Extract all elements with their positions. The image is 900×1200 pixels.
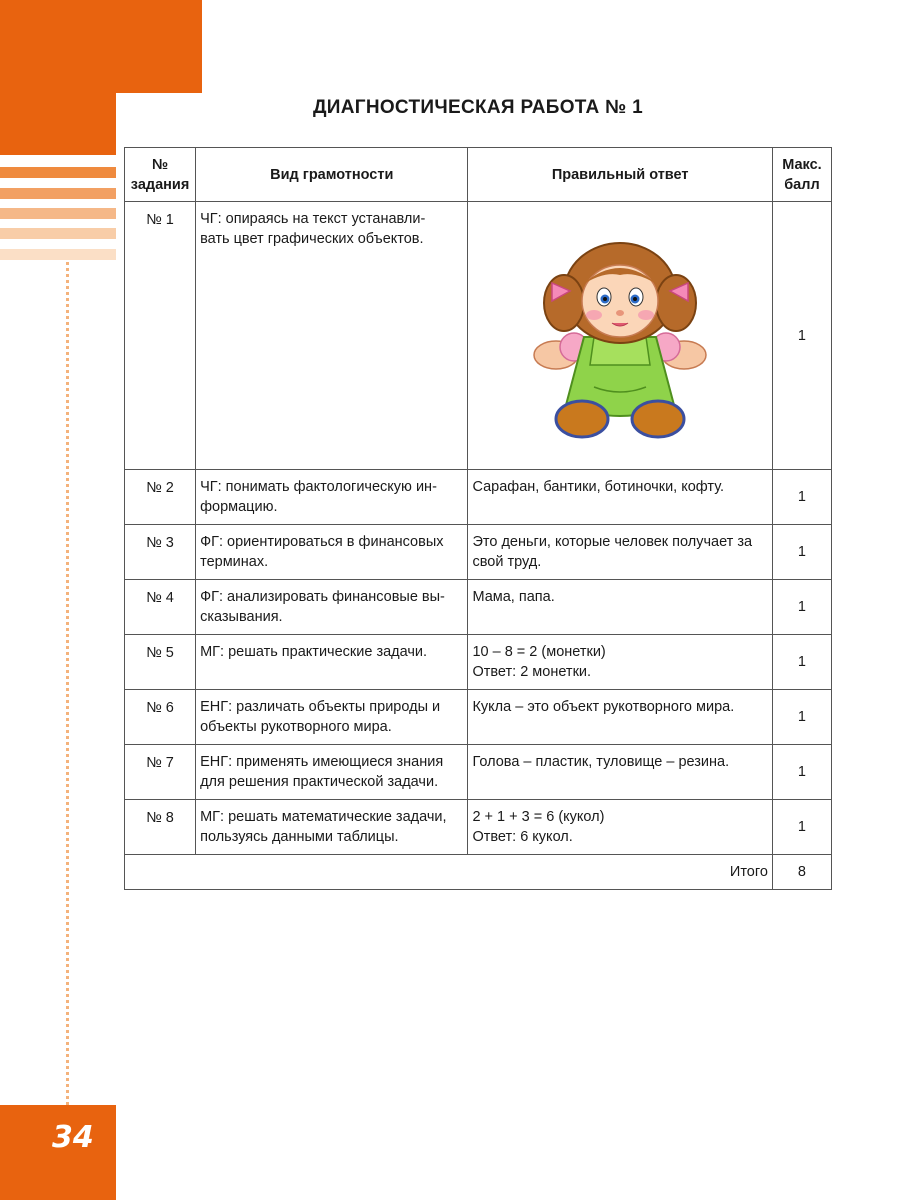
table-row <box>125 690 832 745</box>
literacy-type <box>196 800 468 855</box>
max-score: 1 <box>772 745 831 800</box>
literacy-type-line: вать цвет графических объектов. <box>200 231 424 247</box>
correct-answer-line: Сарафан, бантики, ботиночки, кофту. <box>472 479 725 495</box>
literacy-type <box>196 635 468 690</box>
correct-answer <box>468 635 772 690</box>
literacy-type-line: ЧГ: понимать фактологическую ин- <box>200 479 437 495</box>
header-literacy-type: Вид грамотности <box>196 148 468 202</box>
page-title: ДИАГНОСТИЧЕСКАЯ РАБОТА № 1 <box>312 97 644 118</box>
literacy-type-line: объекты рукотворного мира. <box>200 719 392 735</box>
header-task-number: № задания <box>125 148 196 202</box>
literacy-type-line: МГ: решать математические задачи, <box>200 809 447 825</box>
literacy-type-line: ЧГ: опираясь на текст устанавли- <box>200 211 426 227</box>
doll-illustration <box>524 227 716 451</box>
header-correct-answer: Правильный ответ <box>468 148 772 202</box>
correct-answer <box>468 202 772 470</box>
literacy-type <box>196 202 468 470</box>
corner-decoration <box>0 0 202 93</box>
literacy-type <box>196 690 468 745</box>
task-number: № 6 <box>125 690 196 745</box>
correct-answer-line: Мама, папа. <box>472 589 555 605</box>
table-row <box>125 800 832 855</box>
max-score: 1 <box>772 202 831 470</box>
table-row <box>125 580 832 635</box>
task-number: № 1 <box>125 202 196 470</box>
correct-answer-line: 2 + 1 + 3 = 6 (кукол) <box>472 809 605 825</box>
side-strip-decoration <box>0 93 116 155</box>
literacy-type-line: ЕНГ: применять имеющиеся знания <box>200 754 444 770</box>
correct-answer <box>468 800 772 855</box>
table-header-row <box>125 148 832 202</box>
literacy-type-line: ФГ: ориентироваться в финансовых <box>200 534 444 550</box>
table-row <box>125 745 832 800</box>
correct-answer-line: 10 – 8 = 2 (монетки) <box>472 644 606 660</box>
table-row <box>125 470 832 525</box>
literacy-type-line: ФГ: анализировать финансовые вы- <box>200 589 445 605</box>
page-number: 34 <box>52 1120 94 1155</box>
diagnostic-table <box>124 147 832 890</box>
stripe-decoration <box>0 167 116 178</box>
task-number: № 8 <box>125 800 196 855</box>
task-number: № 5 <box>125 635 196 690</box>
literacy-type-line: ЕНГ: различать объекты природы и <box>200 699 441 715</box>
max-score: 1 <box>772 470 831 525</box>
task-number: № 4 <box>125 580 196 635</box>
table-row <box>125 635 832 690</box>
correct-answer-line: свой труд. <box>472 554 542 570</box>
correct-answer-line: Ответ: 6 кукол. <box>472 829 573 845</box>
stripe-decoration <box>0 228 116 239</box>
stripe-decoration <box>0 249 116 260</box>
max-score: 1 <box>772 690 831 745</box>
literacy-type-line: сказывания. <box>200 609 283 625</box>
literacy-type-line: пользуясь данными таблицы. <box>200 829 399 845</box>
header-max-score: Макс. балл <box>772 148 831 202</box>
correct-answer <box>468 470 772 525</box>
literacy-type-line: для решения практической задачи. <box>200 774 439 790</box>
table-body <box>125 202 832 855</box>
task-number: № 3 <box>125 525 196 580</box>
task-number: № 2 <box>125 470 196 525</box>
stripe-decoration <box>0 188 116 199</box>
correct-answer <box>468 525 772 580</box>
total-value: 8 <box>772 855 831 890</box>
correct-answer-line: Голова – пластик, туловище – резина. <box>472 754 730 770</box>
literacy-type-line: МГ: решать практические задачи. <box>200 644 428 660</box>
max-score: 1 <box>772 800 831 855</box>
stripe-decoration <box>0 208 116 219</box>
dotted-margin-line <box>66 262 69 1105</box>
task-number: № 7 <box>125 745 196 800</box>
literacy-type <box>196 525 468 580</box>
correct-answer <box>468 690 772 745</box>
total-label: Итого <box>125 855 773 890</box>
correct-answer <box>468 580 772 635</box>
correct-answer-line: Кукла – это объект рукотворного мира. <box>472 699 735 715</box>
table-row <box>125 525 832 580</box>
max-score: 1 <box>772 635 831 690</box>
table-row <box>125 202 832 470</box>
literacy-type <box>196 580 468 635</box>
correct-answer-line: Это деньги, которые человек получает за <box>472 534 753 550</box>
literacy-type-line: формацию. <box>200 499 278 515</box>
literacy-type-line: терминах. <box>200 554 269 570</box>
literacy-type <box>196 470 468 525</box>
max-score: 1 <box>772 580 831 635</box>
correct-answer-line: Ответ: 2 монетки. <box>472 664 592 680</box>
max-score: 1 <box>772 525 831 580</box>
correct-answer <box>468 745 772 800</box>
literacy-type <box>196 745 468 800</box>
total-row <box>125 855 832 890</box>
